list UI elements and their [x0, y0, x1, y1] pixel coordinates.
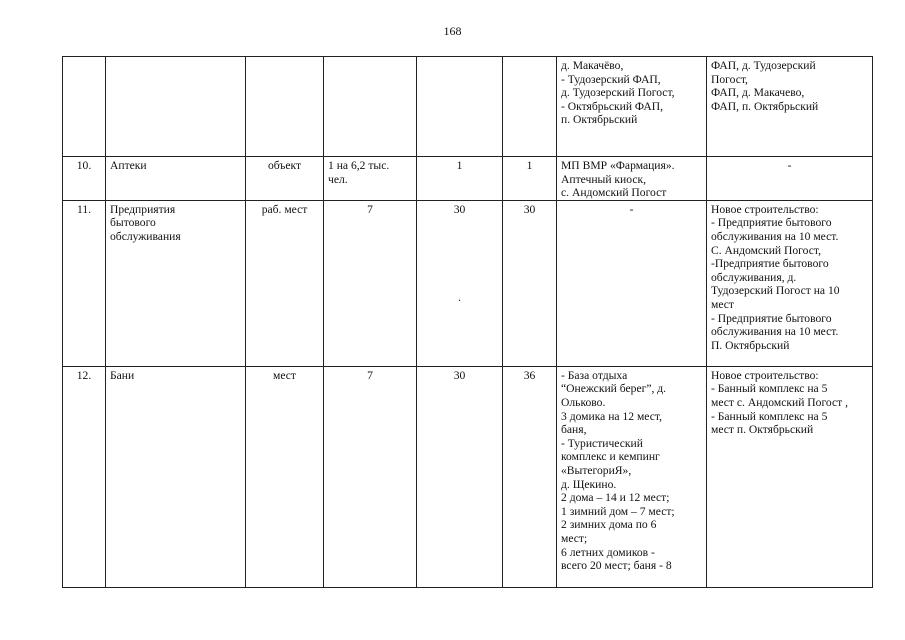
required-value-cell: 30 — [417, 366, 503, 587]
cell-line: Аптеки — [110, 159, 147, 172]
norm-cell — [324, 157, 417, 201]
cell-line: - Предприятие бытового — [711, 216, 832, 230]
cell-line: - Банный комплекс на 5 — [711, 409, 828, 423]
cell-line: МП ВМР «Фармация». — [561, 159, 675, 172]
cell-line: - Банный комплекс на 5 — [711, 382, 828, 396]
cell-line: обслуживания на 10 мест. — [711, 325, 839, 339]
facilities-table — [62, 56, 873, 588]
cell-line: С. Андомский Погост, — [711, 243, 821, 257]
cell-line: П. Октябрьский — [711, 338, 790, 352]
spacer — [421, 216, 498, 294]
cell-line: 7 — [367, 368, 373, 382]
cell-line: Новое строительство: — [711, 368, 819, 382]
cell-line: обслуживания — [110, 229, 181, 243]
cell-line: Бани — [110, 368, 135, 382]
planned-value-cell: 30 — [503, 200, 557, 366]
cell-line: д. Тудозерский Погост, — [561, 86, 675, 100]
cell-line: 6 летних домиков - — [561, 545, 655, 559]
planned-facilities-cell — [707, 366, 873, 587]
cell-line: 1 на 6,2 тыс. — [328, 159, 390, 172]
table-row — [63, 157, 873, 201]
cell-line: мест п. Октябрьский — [711, 423, 814, 437]
row-number-cell: 11. — [63, 200, 106, 366]
cell-line: д. Макачёво, — [561, 59, 624, 72]
cell-line: баня, — [561, 423, 587, 437]
norm-cell — [324, 366, 417, 587]
unit-cell: мест — [246, 366, 324, 587]
table-body — [63, 57, 873, 588]
required-value-cell: 30 · — [417, 200, 503, 366]
planned-facilities-cell — [707, 57, 873, 157]
table-row — [63, 200, 873, 366]
planned-value-cell: 1 — [503, 157, 557, 201]
cell-line: ФАП, д. Тудозерский — [711, 59, 816, 72]
cell-line: Погост, — [711, 72, 748, 86]
cell-line: «ВытегориЯ», — [561, 463, 632, 477]
cell-line: 7 — [367, 202, 373, 216]
cell-line: чел. — [328, 172, 348, 186]
planned-value-cell — [503, 57, 557, 157]
cell-line: обслуживания на 10 мест. — [711, 229, 839, 243]
cell-line: ФАП, п. Октябрьский — [711, 99, 819, 113]
cell-line: п. Октябрьский — [561, 113, 638, 127]
cell-line: мест с. Андомский Погост , — [711, 395, 849, 409]
cell-line: 2 зимних дома по 6 — [561, 518, 657, 532]
cell-line: - Туристический — [561, 436, 643, 450]
cell-line: Тудозерский Погост на 10 — [711, 284, 840, 298]
cell-line: Новое строительство: — [711, 202, 819, 216]
cell-line: мест; — [561, 531, 588, 545]
table-row — [63, 57, 873, 157]
required-value-cell — [417, 57, 503, 157]
planned-facilities-cell — [707, 200, 873, 366]
cell-line: Аптечный киоск, — [561, 172, 647, 186]
cell-line: -Предприятие бытового — [711, 257, 829, 271]
cell-line: 3 домика на 12 мест, — [561, 409, 662, 423]
stray-mark: · — [457, 294, 462, 308]
cell-line: 1 зимний дом – 7 мест; — [561, 504, 675, 518]
cell-line: д. Щекино. — [561, 477, 617, 491]
indicator-name-cell — [106, 200, 246, 366]
required-value-cell: 1 — [417, 157, 503, 201]
cell-line: - — [787, 159, 792, 172]
cell-line: обслуживания, д. — [711, 270, 797, 284]
cell-line: бытового — [110, 216, 156, 230]
cell-line: “Онежский берег”, д. — [561, 382, 667, 396]
cell-line: Ольково. — [561, 395, 606, 409]
indicator-name-cell — [106, 366, 246, 587]
existing-facilities-cell — [557, 366, 707, 587]
norm-cell — [324, 200, 417, 366]
row-number-cell: 10. — [63, 157, 106, 201]
cell-line: - Тудозерский ФАП, — [561, 72, 661, 86]
unit-cell: объект — [246, 157, 324, 201]
cell-line: - База отдыха — [561, 368, 628, 382]
cell-line: - Предприятие бытового — [711, 311, 832, 325]
row-number-cell — [63, 57, 106, 157]
cell-line: всего 20 мест; баня - 8 — [561, 559, 672, 573]
cell-line: с. Андомский Погост — [561, 186, 667, 200]
existing-facilities-cell — [557, 157, 707, 201]
existing-facilities-cell — [557, 57, 707, 157]
cell-line: - Октябрьский ФАП, — [561, 99, 663, 113]
existing-facilities-cell — [557, 200, 707, 366]
planned-facilities-cell — [707, 157, 873, 201]
unit-cell — [246, 57, 324, 157]
table-row — [63, 366, 873, 587]
unit-cell: раб. мест — [246, 200, 324, 366]
indicator-name-cell — [106, 157, 246, 201]
norm-cell — [324, 57, 417, 157]
planned-value-cell: 36 — [503, 366, 557, 587]
cell-line: мест — [711, 297, 734, 311]
cell-line: комплекс и кемпинг — [561, 450, 660, 464]
cell-line: 2 дома – 14 и 12 мест; — [561, 491, 670, 505]
page-number: 168 — [443, 24, 462, 38]
cell-line: ФАП, д. Макачево, — [711, 86, 805, 100]
cell-line: - — [629, 202, 634, 216]
indicator-name-cell — [106, 57, 246, 157]
row-number-cell: 12. — [63, 366, 106, 587]
cell-line: Предприятия — [110, 202, 176, 216]
